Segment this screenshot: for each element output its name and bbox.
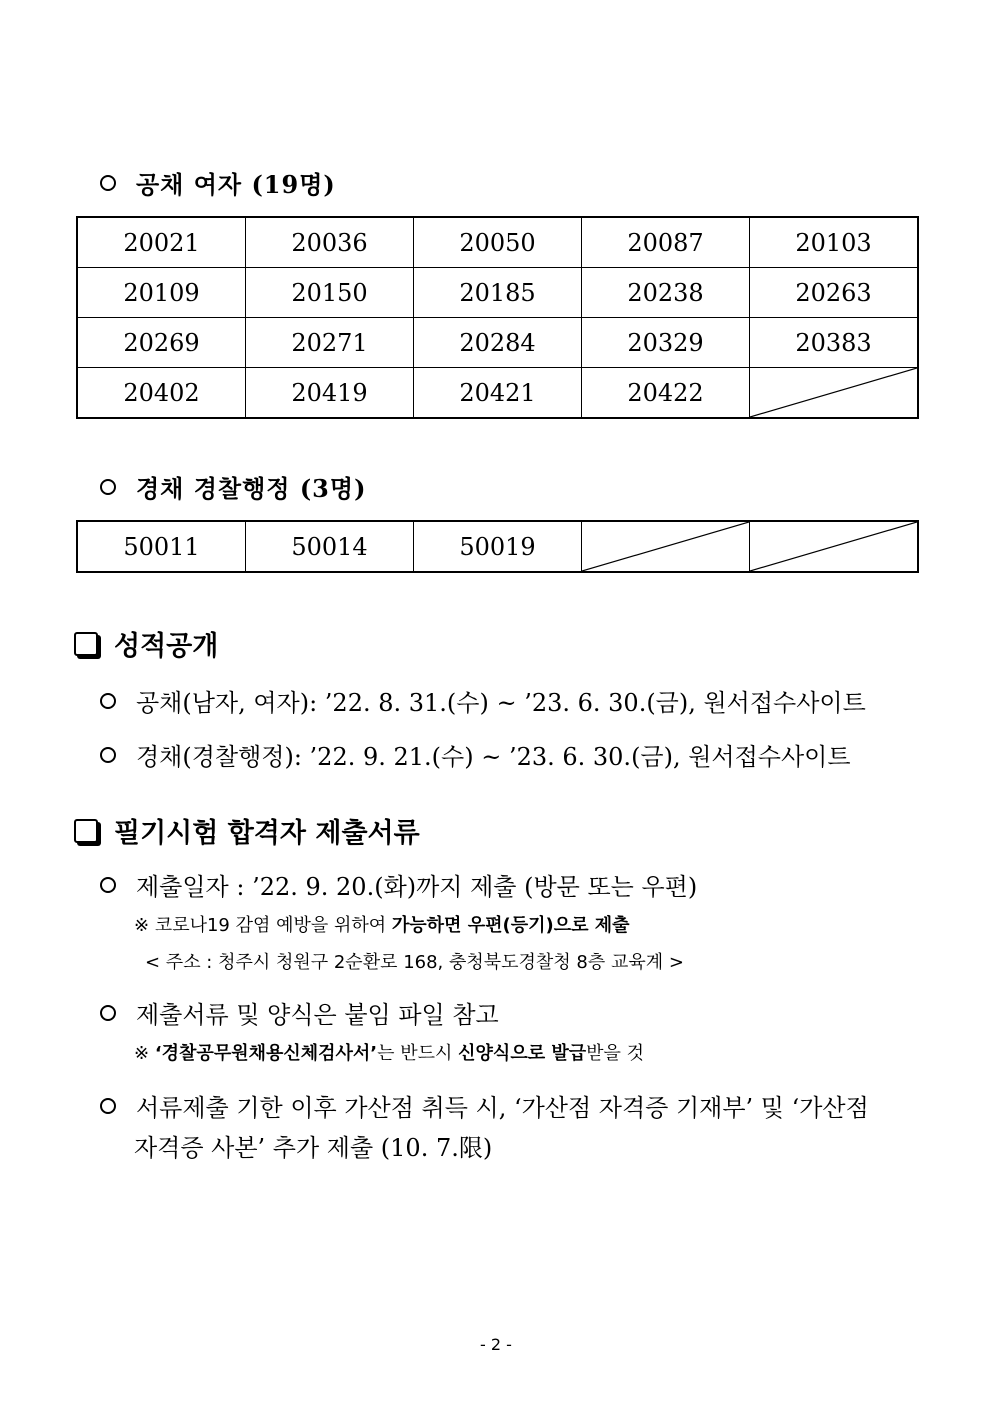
empty-cell-diagonal [750, 521, 919, 572]
exam-number-cell: 20109 [77, 268, 246, 318]
exam-number-cell: 20422 [582, 368, 750, 419]
table-row [77, 268, 918, 318]
exam-number-cell: 20271 [246, 318, 414, 368]
circle-bullet-icon [100, 479, 116, 495]
circle-bullet-icon [100, 175, 116, 191]
exam-number-cell: 20050 [414, 217, 582, 268]
health-note-mark: ※ [134, 1043, 155, 1064]
page-number: - 2 - [480, 1335, 512, 1354]
exam-number-cell: 20103 [750, 217, 919, 268]
extra-points-line-1: 서류제출 기한 이후 가산점 취득 시, ‘가산점 자격증 기재부’ 및 ‘가산점 [136, 1094, 869, 1122]
covid-note-prefix: ※ 코로나19 감염 예방을 위하여 [134, 915, 392, 936]
score-release-section-title [74, 624, 218, 663]
circle-bullet-icon [100, 1098, 116, 1114]
score-release-title: 성적공개 [114, 631, 219, 662]
health-check-note [134, 1039, 644, 1065]
table-row [77, 318, 918, 368]
extra-points-item [100, 1088, 869, 1123]
health-note-doc-name: ‘경찰공무원채용신체검사서’ [154, 1043, 378, 1064]
diagonal-line-icon [582, 522, 749, 571]
table-row [77, 368, 918, 419]
score-release-item-1-text: 공채(남자, 여자): ’22. 8. 31.(수) ~ ’23. 6. 30.(금), 원서접수사이트 [136, 689, 866, 717]
diagonal-line-icon [750, 522, 917, 571]
exam-number-cell: 20036 [246, 217, 414, 268]
checkbox-square-icon [74, 632, 98, 656]
documents-deadline [100, 867, 697, 902]
documents-forms-text: 제출서류 및 양식은 붙임 파일 참고 [136, 1001, 499, 1029]
exam-number-cell: 20419 [246, 368, 414, 419]
diagonal-line-icon [750, 368, 917, 417]
female-heading [100, 165, 336, 200]
checkbox-square-icon [74, 819, 98, 843]
table-row [77, 521, 918, 572]
score-release-item-2-text: 경채(경찰행정): ’22. 9. 21.(수) ~ ’23. 6. 30.(금), 원서접수사이트 [136, 743, 851, 771]
exam-number-cell: 20329 [582, 318, 750, 368]
police-admin-number-table [76, 520, 919, 573]
female-heading-label: 공채 여자 [136, 170, 243, 199]
documents-title: 필기시험 합격자 제출서류 [114, 818, 420, 849]
exam-number-cell: 20284 [414, 318, 582, 368]
circle-bullet-icon [100, 747, 116, 763]
documents-forms [100, 995, 499, 1030]
documents-section-title [74, 811, 420, 850]
police-admin-heading [100, 469, 366, 504]
health-note-end: 받을 것 [586, 1043, 645, 1064]
documents-deadline-text: 제출일자 : ’22. 9. 20.(화)까지 제출 (방문 또는 우편) [136, 873, 698, 901]
circle-bullet-icon [100, 877, 116, 893]
circle-bullet-icon [100, 693, 116, 709]
exam-number-cell: 20421 [414, 368, 582, 419]
empty-cell-diagonal [750, 368, 919, 419]
exam-number-cell: 20402 [77, 368, 246, 419]
female-number-table [76, 216, 919, 419]
exam-number-cell: 50014 [246, 521, 414, 572]
exam-number-cell: 20238 [582, 268, 750, 318]
address-line: < 주소 : 청주시 청원구 2순환로 168, 충청북도경찰청 8층 교육계 > [145, 952, 684, 973]
exam-number-cell: 20263 [750, 268, 919, 318]
extra-points-line-2: 자격증 사본’ 추가 제출 (10. 7.限) [134, 1134, 493, 1162]
health-note-mid: 는 반드시 [377, 1043, 459, 1064]
covid-note-emphasis: 가능하면 우편(등기)으로 제출 [391, 915, 630, 936]
score-release-item-1 [100, 683, 866, 718]
female-count: (19명) [251, 170, 336, 199]
exam-number-cell: 20021 [77, 217, 246, 268]
exam-number-cell: 20269 [77, 318, 246, 368]
empty-cell-diagonal [582, 521, 750, 572]
covid-note [134, 911, 630, 937]
police-admin-count: (3명) [299, 474, 367, 503]
exam-number-cell: 50011 [77, 521, 246, 572]
table-row [77, 217, 918, 268]
exam-number-cell: 50019 [414, 521, 582, 572]
score-release-item-2 [100, 737, 851, 772]
circle-bullet-icon [100, 1005, 116, 1021]
exam-number-cell: 20185 [414, 268, 582, 318]
exam-number-cell: 20383 [750, 318, 919, 368]
police-admin-heading-label: 경채 경찰행정 [136, 474, 291, 503]
exam-number-cell: 20150 [246, 268, 414, 318]
exam-number-cell: 20087 [582, 217, 750, 268]
health-note-new-form: 신양식으로 발급 [458, 1043, 587, 1064]
